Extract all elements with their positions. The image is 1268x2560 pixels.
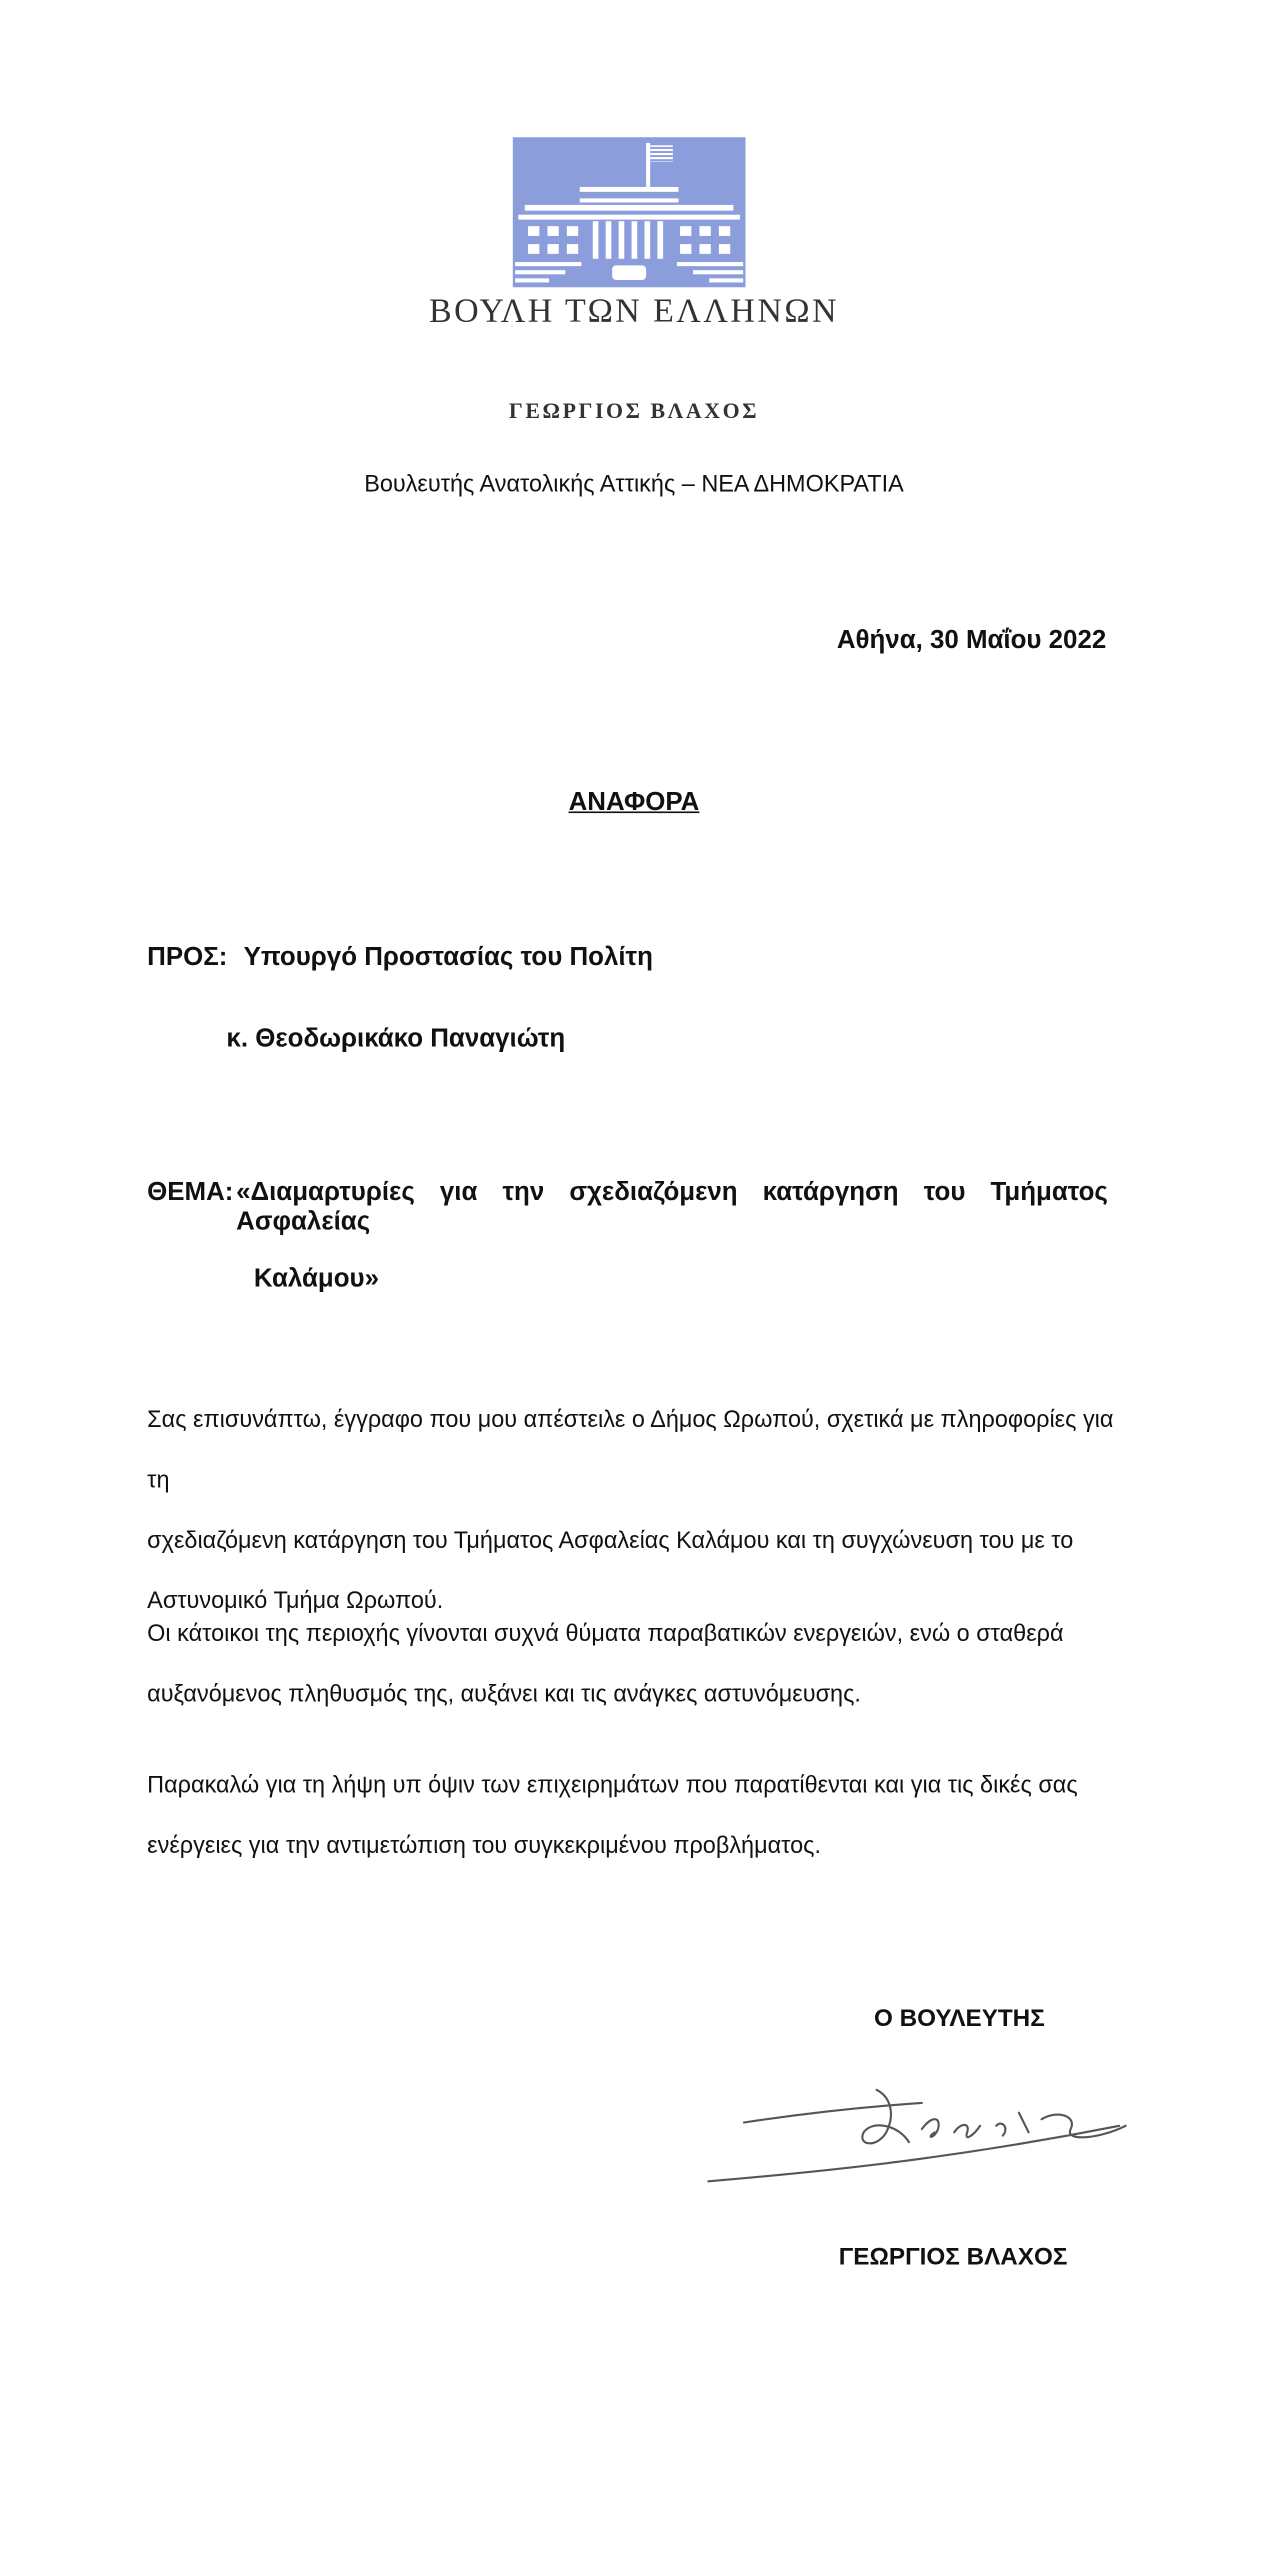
signatory-name: ΓΕΩΡΓΙΟΣ ΒΛΑΧΟΣ <box>838 2243 1068 2272</box>
body-line: Οι κάτοικοι της περιοχής γίνονται συχνά θύματα παραβατικών ενεργειών, ενώ ο σταθερά <box>147 1621 1064 1648</box>
body-line: αυξανόμενος πληθυσμός της, αυξάνει και τις ανάγκες αστυνόμευσης. <box>147 1681 861 1708</box>
recipient-label: ΠΡΟΣ: <box>147 943 228 972</box>
subject-label: ΘΕΜΑ: <box>147 1178 234 1207</box>
body-line: σχεδιαζόμενη κατάργηση του Τμήματος Ασφαλείας Καλάμου και τη συγχώνευση του με το <box>147 1528 1074 1555</box>
handwritten-signature <box>695 2077 1148 2208</box>
parliament-emblem-logo <box>513 137 746 287</box>
signature-title: Ο ΒΟΥΛΕΥΤΗΣ <box>874 2004 1045 2033</box>
mp-role: Βουλευτής Ανατολικής Αττικής – ΝΕΑ ΔΗΜΟΚΡΑΤΙΑ <box>364 471 904 498</box>
recipient-title: Υπουργό Προστασίας του Πολίτη <box>243 943 653 972</box>
recipient-name: κ. Θεοδωρικάκο Παναγιώτη <box>226 1025 566 1054</box>
body-paragraph-2 <box>147 1605 1117 1726</box>
body-paragraph-1 <box>147 1391 1117 1633</box>
parliament-name: ΒΟΥΛΗ ΤΩΝ ΕΛΛΗΝΩΝ <box>429 290 839 330</box>
subject-line-2: Καλάμου» <box>253 1265 380 1294</box>
recipient-line <box>147 944 653 973</box>
body-line: Αστυνομικό Τμήμα Ωρωπού. <box>147 1588 444 1615</box>
document-type-heading: ΑΝΑΦΟΡΑ <box>568 788 700 817</box>
mp-name-header: ΓΕΩΡΓΙΟΣ ΒΛΑΧΟΣ <box>508 398 760 423</box>
body-line: Σας επισυνάπτω, έγγραφο που μου απέστειλε ο Δήμος Ωρωπού, σχετικά με πληροφορίες για τη <box>147 1407 1114 1494</box>
subject-block <box>147 1179 1108 1295</box>
body-line: Παρακαλώ για τη λήψη υπ όψιν των επιχειρημάτων που παρατίθενται και για τις δικές σας <box>147 1773 1078 1800</box>
document-date: Αθήνα, 30 Μαΐου 2022 <box>836 626 1107 655</box>
body-paragraph-3 <box>147 1757 1117 1878</box>
subject-line-1: «Διαμαρτυρίες για την σχεδιαζόμενη κατάργηση του Τμήματος Ασφαλείας <box>236 1178 1108 1236</box>
body-line: ενέργειες για την αντιμετώπιση του συγκεκριμένου προβλήματος. <box>147 1833 821 1860</box>
